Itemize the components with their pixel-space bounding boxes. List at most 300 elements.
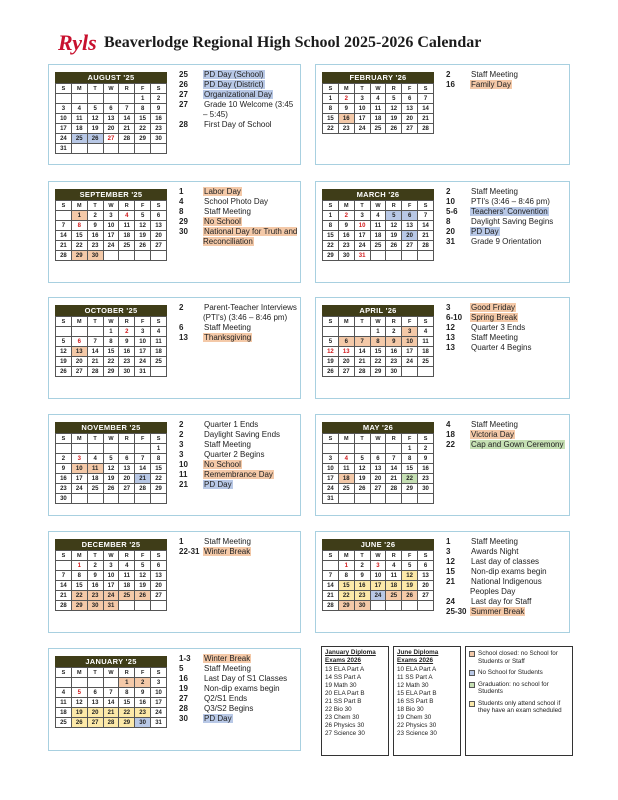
weekday-label: T: [87, 84, 103, 94]
event-label: Non-dip exams begin: [471, 567, 547, 576]
event-date: 1: [446, 537, 451, 546]
month-block[interactable]: [48, 64, 301, 165]
weekday-label: R: [386, 201, 402, 211]
day-cell: 24: [402, 357, 418, 367]
event-text: [470, 333, 566, 343]
day-cell: 17: [354, 231, 370, 241]
month-block[interactable]: [315, 531, 570, 633]
day-cell: 13: [103, 114, 119, 124]
day-cell: 10: [71, 464, 87, 474]
day-cell: 21: [103, 708, 119, 718]
week-row: [323, 601, 434, 611]
day-cell: 12: [135, 221, 151, 231]
day-cell: 24: [354, 241, 370, 251]
day-cell: [338, 327, 354, 337]
event-text: [203, 80, 299, 90]
day-cell: 16: [135, 698, 151, 708]
diploma-exam-item: 21 SS Part B: [325, 698, 362, 705]
day-cell: 4: [56, 688, 72, 698]
event-row: [179, 480, 299, 490]
event-text: [203, 217, 299, 227]
event-date: 28: [179, 704, 188, 713]
event-date: 5: [179, 664, 184, 673]
day-cell: 14: [87, 347, 103, 357]
day-cell: 14: [418, 104, 434, 114]
event-list: [446, 70, 566, 90]
day-cell: 6: [119, 454, 135, 464]
week-row: [56, 357, 167, 367]
event-date: 6-10: [446, 313, 463, 322]
weekday-label: S: [151, 84, 167, 94]
week-row: [56, 251, 167, 261]
event-date: 30: [179, 227, 188, 236]
page-title: Beaverlodge Regional High School 2025-2026 Calendar: [104, 34, 482, 51]
day-cell: 6: [87, 688, 103, 698]
event-row: [446, 70, 566, 80]
weekday-label: W: [370, 84, 386, 94]
week-row: [323, 464, 434, 474]
weekday-label: M: [338, 201, 354, 211]
week-row: [56, 211, 167, 221]
day-cell: 21: [418, 114, 434, 124]
day-cell: 15: [103, 347, 119, 357]
day-cell: 18: [370, 114, 386, 124]
june-diploma-exams: [393, 646, 461, 756]
month-header: DECEMBER '25: [55, 539, 167, 550]
week-row: [323, 124, 434, 134]
event-date: 27: [179, 90, 188, 99]
day-cell: 19: [386, 114, 402, 124]
month-block[interactable]: [48, 648, 301, 751]
weekday-label: M: [71, 551, 87, 561]
day-cell: 1: [71, 561, 87, 571]
event-label: Staff Meeting: [204, 664, 251, 673]
weekday-label: F: [135, 84, 151, 94]
month-block[interactable]: [48, 297, 301, 399]
event-text: [203, 684, 299, 694]
event-row: [179, 100, 299, 120]
day-cell: 20: [103, 124, 119, 134]
event-date: 21: [446, 577, 455, 586]
day-cell: 15: [151, 464, 167, 474]
calendar-table: [55, 200, 167, 261]
week-row: [56, 367, 167, 377]
event-date: 13: [446, 343, 455, 352]
legend-swatch: [469, 651, 475, 657]
day-cell: 17: [402, 347, 418, 357]
day-cell: 27: [418, 591, 434, 601]
day-cell: 27: [402, 241, 418, 251]
day-cell: [119, 494, 135, 504]
weekday-label: S: [56, 317, 72, 327]
event-label: School Photo Day: [204, 197, 269, 206]
day-cell: 22: [323, 241, 339, 251]
day-cell: 8: [323, 221, 339, 231]
day-cell: 2: [56, 454, 72, 464]
weekday-label: T: [87, 551, 103, 561]
day-cell: 2: [338, 211, 354, 221]
event-list: [179, 420, 299, 490]
day-cell: 12: [56, 347, 72, 357]
weekday-label: R: [119, 201, 135, 211]
event-label: Last day for Staff: [471, 597, 532, 606]
day-cell: 5: [56, 337, 72, 347]
day-cell: [354, 444, 370, 454]
week-row: [56, 134, 167, 144]
day-cell: 11: [370, 104, 386, 114]
week-row: [56, 114, 167, 124]
event-row: [446, 187, 566, 197]
day-cell: 8: [71, 221, 87, 231]
event-text: [470, 237, 566, 247]
day-cell: 1: [71, 211, 87, 221]
legend-swatch: [469, 682, 475, 688]
week-row: [323, 241, 434, 251]
event-label: No School: [204, 460, 241, 469]
diploma-title: June Diploma Exams 2026: [397, 649, 439, 664]
day-cell: 15: [71, 231, 87, 241]
day-cell: [71, 327, 87, 337]
day-cell: 15: [135, 114, 151, 124]
day-cell: 23: [338, 241, 354, 251]
day-cell: 15: [323, 114, 339, 124]
weekday-label: T: [87, 201, 103, 211]
month-calendar: [55, 189, 167, 261]
legend-item: [469, 650, 569, 665]
weekday-row: [56, 551, 167, 561]
event-row: [446, 80, 566, 90]
week-row: [323, 571, 434, 581]
day-cell: 5: [135, 211, 151, 221]
week-row: [56, 94, 167, 104]
day-cell: 4: [119, 561, 135, 571]
month-block[interactable]: [315, 181, 570, 283]
event-label: Daylight Saving Begins: [471, 217, 554, 226]
weekday-row: [323, 434, 434, 444]
day-cell: 26: [71, 718, 87, 728]
week-row: [56, 241, 167, 251]
event-text: [470, 597, 566, 607]
day-cell: 13: [151, 221, 167, 231]
week-row: [56, 104, 167, 114]
week-row: [323, 591, 434, 601]
week-row: [56, 688, 167, 698]
day-cell: 9: [338, 221, 354, 231]
day-cell: 16: [119, 347, 135, 357]
month-block[interactable]: [315, 297, 570, 399]
event-list: [446, 420, 566, 450]
day-cell: 4: [71, 104, 87, 114]
month-header: SEPTEMBER '25: [55, 189, 167, 200]
day-cell: 13: [151, 571, 167, 581]
day-cell: 21: [119, 124, 135, 134]
day-cell: 10: [323, 464, 339, 474]
day-cell: 8: [402, 454, 418, 464]
event-text: [203, 470, 299, 480]
day-cell: [56, 94, 72, 104]
event-list: [446, 187, 566, 247]
weekday-label: W: [370, 317, 386, 327]
day-cell: [135, 601, 151, 611]
day-cell: [135, 494, 151, 504]
event-text: [203, 197, 299, 207]
event-date: 31: [446, 237, 455, 246]
day-cell: 3: [354, 211, 370, 221]
day-cell: 6: [338, 337, 354, 347]
day-cell: 30: [87, 601, 103, 611]
diploma-list: [397, 666, 457, 738]
day-cell: 13: [370, 464, 386, 474]
day-cell: 3: [71, 454, 87, 464]
month-header: NOVEMBER '25: [55, 422, 167, 433]
week-row: [323, 357, 434, 367]
event-date: 27: [179, 694, 188, 703]
calendar-table: [55, 316, 167, 377]
day-cell: 3: [56, 104, 72, 114]
weekday-label: F: [402, 201, 418, 211]
diploma-exam-item: 14 SS Part A: [325, 674, 362, 681]
day-cell: 9: [151, 104, 167, 114]
legend-item: [469, 700, 569, 715]
event-date: 2: [179, 420, 184, 429]
calendar-table: [55, 667, 167, 728]
day-cell: 11: [119, 221, 135, 231]
event-row: [446, 207, 566, 217]
month-calendar: [55, 422, 167, 504]
event-list: [179, 187, 299, 247]
event-row: [446, 430, 566, 440]
day-cell: 13: [338, 347, 354, 357]
event-label: Awards Night: [471, 547, 519, 556]
day-cell: [103, 144, 119, 154]
day-cell: [386, 444, 402, 454]
day-cell: 29: [71, 601, 87, 611]
day-cell: 4: [338, 454, 354, 464]
month-block[interactable]: [48, 181, 301, 283]
day-cell: 25: [370, 241, 386, 251]
diploma-exam-item: 19 Math 30: [325, 682, 357, 689]
event-row: [179, 704, 299, 714]
calendar-table: [322, 83, 434, 134]
day-cell: 14: [119, 114, 135, 124]
weekday-label: M: [71, 668, 87, 678]
week-row: [56, 601, 167, 611]
day-cell: 25: [56, 718, 72, 728]
event-text: [203, 187, 299, 197]
day-cell: 13: [418, 571, 434, 581]
week-row: [56, 678, 167, 688]
event-row: [179, 664, 299, 674]
month-calendar: [55, 656, 167, 728]
day-cell: 26: [135, 241, 151, 251]
weekday-label: M: [338, 84, 354, 94]
day-cell: 6: [151, 211, 167, 221]
event-text: [470, 303, 566, 313]
weekday-label: S: [323, 434, 339, 444]
day-cell: 24: [103, 591, 119, 601]
weekday-label: T: [87, 317, 103, 327]
day-cell: 15: [402, 464, 418, 474]
week-row: [56, 464, 167, 474]
event-label: National Day for Truth and Reconciliation: [203, 227, 298, 246]
week-row: [56, 591, 167, 601]
event-date: 1-3: [179, 654, 191, 663]
day-cell: 18: [119, 231, 135, 241]
day-cell: 17: [103, 581, 119, 591]
day-cell: 2: [354, 561, 370, 571]
day-cell: 5: [402, 561, 418, 571]
day-cell: 23: [119, 357, 135, 367]
event-row: [446, 227, 566, 237]
day-cell: 30: [151, 134, 167, 144]
day-cell: 18: [56, 708, 72, 718]
event-date: 8: [446, 217, 451, 226]
day-cell: [418, 494, 434, 504]
event-date: 19: [179, 684, 188, 693]
day-cell: 29: [338, 601, 354, 611]
day-cell: 27: [338, 367, 354, 377]
event-label: Remembrance Day: [204, 470, 273, 479]
month-calendar: [55, 72, 167, 154]
day-cell: 26: [386, 124, 402, 134]
day-cell: 20: [151, 231, 167, 241]
event-date: 25: [179, 70, 188, 79]
event-text: [470, 557, 566, 567]
day-cell: [370, 251, 386, 261]
day-cell: [338, 444, 354, 454]
month-block[interactable]: [48, 414, 301, 516]
month-header: MARCH '26: [322, 189, 434, 200]
day-cell: [87, 144, 103, 154]
day-cell: [119, 94, 135, 104]
event-label: Victoria Day: [471, 430, 514, 439]
day-cell: 26: [323, 367, 339, 377]
weekday-label: S: [418, 551, 434, 561]
weekday-label: M: [71, 84, 87, 94]
event-row: [446, 313, 566, 323]
weekday-label: M: [71, 434, 87, 444]
day-cell: 10: [103, 571, 119, 581]
event-text: [203, 674, 299, 684]
day-cell: 4: [386, 561, 402, 571]
day-cell: 11: [418, 337, 434, 347]
week-row: [323, 367, 434, 377]
day-cell: [103, 494, 119, 504]
event-text: [203, 537, 299, 547]
day-cell: 6: [418, 561, 434, 571]
day-cell: [119, 601, 135, 611]
day-cell: 20: [87, 708, 103, 718]
day-cell: 31: [323, 494, 339, 504]
day-cell: 24: [354, 124, 370, 134]
day-cell: [402, 367, 418, 377]
event-date: 8: [179, 207, 184, 216]
weekday-row: [323, 317, 434, 327]
day-cell: 7: [103, 688, 119, 698]
day-cell: 17: [370, 581, 386, 591]
event-text: [203, 333, 299, 343]
month-block[interactable]: [315, 64, 570, 165]
weekday-label: F: [135, 668, 151, 678]
week-row: [56, 144, 167, 154]
month-block[interactable]: [48, 531, 301, 633]
event-row: [179, 430, 299, 440]
day-cell: 23: [56, 484, 72, 494]
day-cell: 22: [323, 124, 339, 134]
event-row: [446, 547, 566, 557]
event-text: [470, 440, 566, 450]
week-row: [56, 698, 167, 708]
day-cell: [135, 251, 151, 261]
event-label: Q3/S2 Begins: [204, 704, 254, 713]
weekday-label: S: [323, 317, 339, 327]
event-row: [446, 537, 566, 547]
day-cell: 7: [56, 221, 72, 231]
week-row: [323, 211, 434, 221]
event-text: [470, 537, 566, 547]
month-header: OCTOBER '25: [55, 305, 167, 316]
day-cell: 8: [135, 104, 151, 114]
week-row: [323, 484, 434, 494]
day-cell: [323, 444, 339, 454]
event-text: [203, 460, 299, 470]
day-cell: 23: [87, 591, 103, 601]
event-label: Summer Break: [471, 607, 525, 616]
day-cell: 1: [151, 444, 167, 454]
weekday-label: S: [151, 668, 167, 678]
day-cell: 1: [323, 211, 339, 221]
event-date: 15: [446, 567, 455, 576]
day-cell: 16: [338, 114, 354, 124]
day-cell: [87, 678, 103, 688]
day-cell: 10: [402, 337, 418, 347]
day-cell: 15: [338, 581, 354, 591]
day-cell: 28: [386, 484, 402, 494]
event-row: [446, 303, 566, 313]
day-cell: 9: [338, 104, 354, 114]
day-cell: [151, 251, 167, 261]
weekday-label: R: [386, 84, 402, 94]
day-cell: 26: [386, 241, 402, 251]
event-list: [179, 537, 299, 557]
event-row: [179, 470, 299, 480]
week-row: [56, 474, 167, 484]
day-cell: 16: [87, 581, 103, 591]
day-cell: 17: [56, 124, 72, 134]
day-cell: 3: [402, 327, 418, 337]
day-cell: [354, 494, 370, 504]
legend-item: [469, 681, 569, 696]
weekday-label: S: [56, 201, 72, 211]
day-cell: 18: [87, 474, 103, 484]
day-cell: 28: [135, 484, 151, 494]
month-block[interactable]: [315, 414, 570, 516]
day-cell: 8: [370, 337, 386, 347]
event-row: [179, 303, 299, 323]
day-cell: 29: [103, 367, 119, 377]
day-cell: 2: [338, 94, 354, 104]
calendar-table: [322, 433, 434, 504]
day-cell: 6: [103, 104, 119, 114]
event-date: 25-30: [446, 607, 467, 616]
event-text: [470, 70, 566, 80]
day-cell: 30: [418, 484, 434, 494]
week-row: [323, 347, 434, 357]
day-cell: 20: [402, 231, 418, 241]
month-header: FEBRUARY '26: [322, 72, 434, 83]
legend-text: No School for Students: [478, 669, 543, 676]
event-label: Non-dip exams begin: [204, 684, 280, 693]
